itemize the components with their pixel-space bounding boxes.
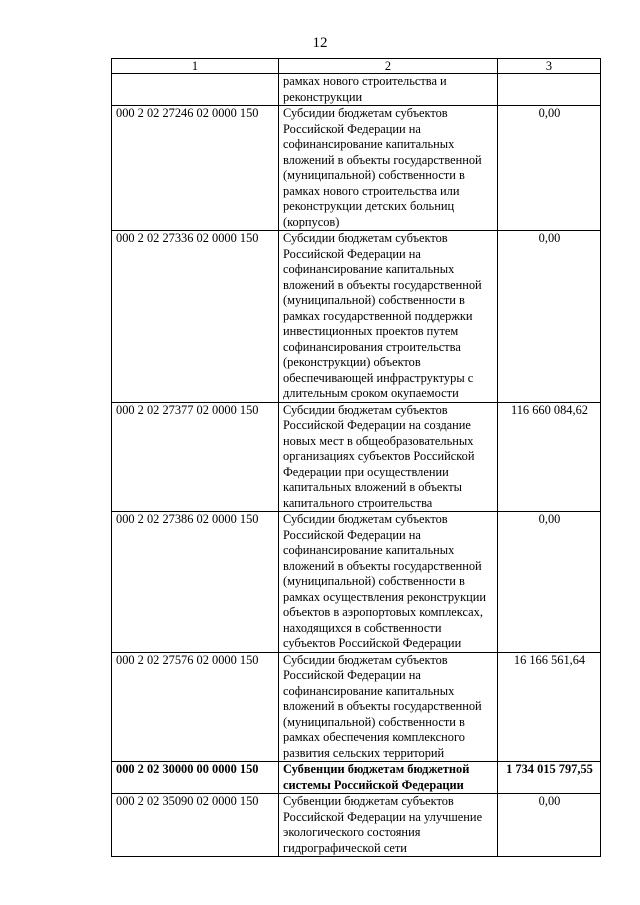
row-name: Субсидии бюджетам субъектов Российской Федерации на создание новых мест в общеобразовательных организациях субъектов Российской Федерации при осуществлении капитальных вложений в объекты капитального строительства xyxy=(279,402,498,512)
header-cell-name-column: 2 xyxy=(279,59,498,74)
row-amount: 16 166 561,64 xyxy=(498,652,601,762)
row-amount: 0,00 xyxy=(498,231,601,403)
row-name: Субвенции бюджетам бюджетной системы Российской Федерации xyxy=(279,762,498,794)
table-row xyxy=(112,512,601,653)
row-name: Субвенции бюджетам субъектов Российской Федерации на улучшение экологического состояния гидрографической сети xyxy=(279,794,498,857)
row-amount xyxy=(498,74,601,106)
table-row-total xyxy=(112,762,601,794)
row-code: 000 2 02 27336 02 0000 150 xyxy=(112,231,279,403)
page-number: 12 xyxy=(312,35,328,51)
row-amount: 1 734 015 797,55 xyxy=(498,762,601,794)
row-amount: 116 660 084,62 xyxy=(498,402,601,512)
row-name: Субсидии бюджетам субъектов Российской Федерации на софинансирование капитальных вложений в объекты государственной (муниципальной) собственности в рамках осуществления реконструкции объектов в аэропортовых комплексах, находящихся в собственности субъектов Российской Федерации xyxy=(279,512,498,653)
row-name: Субсидии бюджетам субъектов Российской Федерации на софинансирование капитальных вложений в объекты государственной (муниципальной) собственности в рамках государственной поддержки инвестиционных проектов путем софинансирования строительства (реконструкции) объектов обеспечивающей инфраструктуры с длительным сроком окупаемости xyxy=(279,231,498,403)
row-amount: 0,00 xyxy=(498,512,601,653)
row-name: рамках нового строительства и реконструкции xyxy=(279,74,498,106)
table-row xyxy=(112,74,601,106)
table-header xyxy=(112,59,601,74)
budget-table xyxy=(111,58,601,857)
row-name: Субсидии бюджетам субъектов Российской Федерации на софинансирование капитальных вложений в объекты государственной (муниципальной) собственности в рамках нового строительства или реконструкции детских больниц (корпусов) xyxy=(279,106,498,231)
row-code: 000 2 02 30000 00 0000 150 xyxy=(112,762,279,794)
header-cell-code-column: 1 xyxy=(112,59,279,74)
header-cell-amount-column: 3 xyxy=(498,59,601,74)
table-row xyxy=(112,794,601,857)
table-row xyxy=(112,106,601,231)
header-row xyxy=(112,59,601,74)
row-code: 000 2 02 35090 02 0000 150 xyxy=(112,794,279,857)
row-name: Субсидии бюджетам субъектов Российской Федерации на софинансирование капитальных вложений в объекты государственной (муниципальной) собственности в рамках обеспечения комплексного развития сельских территорий xyxy=(279,652,498,762)
row-code xyxy=(112,74,279,106)
row-amount: 0,00 xyxy=(498,794,601,857)
table-row xyxy=(112,402,601,512)
row-amount: 0,00 xyxy=(498,106,601,231)
row-code: 000 2 02 27246 02 0000 150 xyxy=(112,106,279,231)
table-row xyxy=(112,231,601,403)
table-row xyxy=(112,652,601,762)
row-code: 000 2 02 27576 02 0000 150 xyxy=(112,652,279,762)
row-code: 000 2 02 27377 02 0000 150 xyxy=(112,402,279,512)
row-code: 000 2 02 27386 02 0000 150 xyxy=(112,512,279,653)
